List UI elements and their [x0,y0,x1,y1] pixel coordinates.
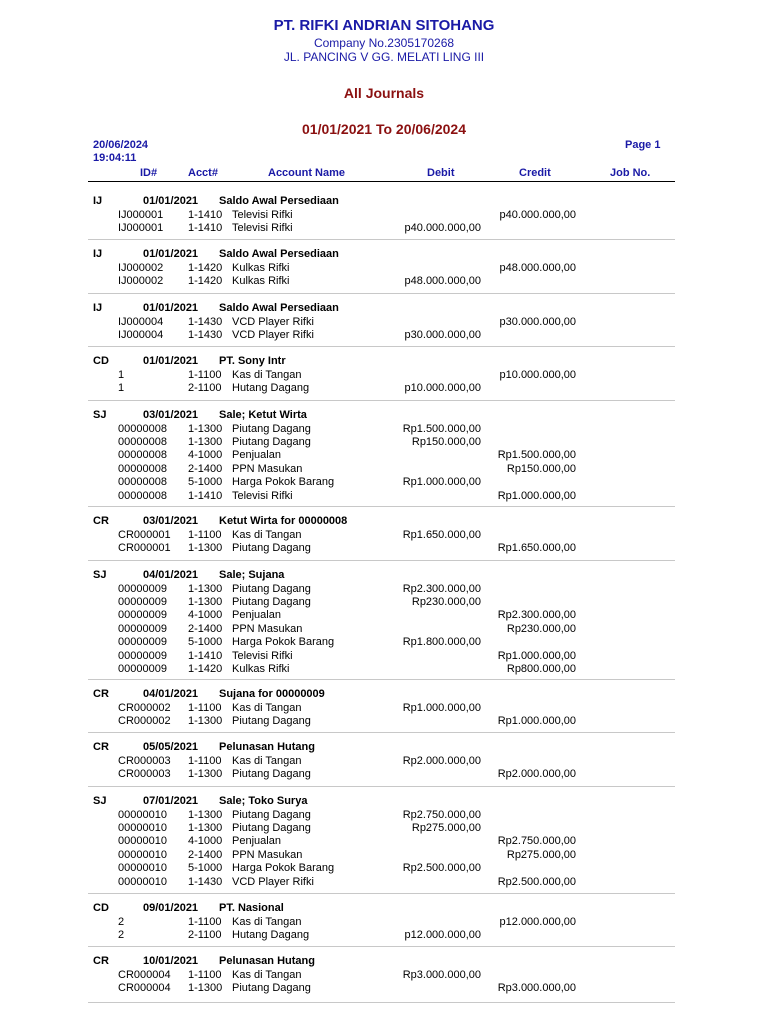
line-credit: Rp2.750.000,00 [497,835,576,848]
journal-type: CD [93,902,109,914]
journal-date: 09/01/2021 [143,902,199,914]
line-id: 00000010 [118,821,167,834]
line-account-name: Televisi Rifki [232,208,293,221]
line-acct: 1-1100 [188,968,222,981]
line-debit: Rp1.000.000,00 [402,701,481,714]
report-title: All Journals [343,85,425,101]
line-acct: 1-1300 [188,808,223,821]
line-id: 00000009 [118,609,167,622]
line-acct: 1-1420 [188,261,223,274]
line-id: 00000009 [118,582,167,595]
line-id: 00000010 [118,875,167,888]
journal-date: 04/01/2021 [143,569,199,581]
line-id: 00000009 [118,662,167,675]
line-acct: 2-1100 [188,928,222,941]
line-acct: 5-1000 [188,636,223,649]
line-credit: Rp1.000.000,00 [497,714,576,727]
line-id: IJ000004 [118,315,164,328]
journal-type: CR [93,688,109,700]
journal-type: IJ [93,302,103,314]
journal-memo: PT. Nasional [219,902,284,914]
entry-divider [88,560,675,561]
line-account-name: Televisi Rifki [232,649,293,662]
line-id: 00000010 [118,862,167,875]
journal-type: IJ [93,195,103,207]
line-id: 00000009 [118,622,167,635]
line-id: IJ000004 [118,328,164,341]
line-id: 00000008 [118,462,167,475]
line-id: 2 [118,928,125,941]
column-header-account-name: Account Name [268,167,346,179]
line-credit: Rp1.500.000,00 [497,449,576,462]
line-acct: 1-1100 [188,754,222,767]
line-id: 00000008 [118,435,167,448]
journal-date: 03/01/2021 [143,409,199,421]
line-debit: p30.000.000,00 [404,328,481,341]
line-acct: 2-1400 [188,622,223,635]
line-account-name: Piutang Dagang [232,821,311,834]
line-debit: Rp230.000,00 [411,595,481,608]
line-acct: 5-1000 [188,476,223,489]
journal-memo: PT. Sony Intr [219,355,286,367]
journal-type: IJ [93,248,103,260]
line-id: IJ000001 [118,208,164,221]
line-id: 00000008 [118,489,167,502]
line-acct: 1-1100 [188,528,222,541]
line-credit: Rp2.500.000,00 [497,875,576,888]
line-id: 00000009 [118,649,167,662]
journal-memo: Pelunasan Hutang [219,741,315,753]
journal-date: 01/01/2021 [143,355,199,367]
page-number: Page 1 [625,139,661,151]
column-header-acct: Acct# [188,167,218,179]
line-id: CR000003 [118,767,171,780]
line-debit: Rp275.000,00 [411,821,481,834]
journal-memo: Ketut Wirta for 00000008 [219,515,348,527]
company-address: JL. PANCING V GG. MELATI LING III [283,50,485,64]
line-account-name: Penjualan [232,609,281,622]
line-account-name: Kas di Tangan [232,754,302,767]
line-debit: Rp1.500.000,00 [402,422,481,435]
journal-type: SJ [93,409,107,421]
line-acct: 2-1400 [188,462,223,475]
line-acct: 1-1300 [188,435,223,448]
line-acct: 1-1420 [188,662,223,675]
print-date: 20/06/2024 [93,139,149,151]
line-acct: 2-1100 [188,381,222,394]
line-account-name: Televisi Rifki [232,221,293,234]
journal-memo: Sale; Toko Surya [219,795,308,807]
line-credit: Rp1.000.000,00 [497,649,576,662]
line-account-name: PPN Masukan [232,462,303,475]
journal-date: 03/01/2021 [143,515,199,527]
line-credit: Rp275.000,00 [506,848,576,861]
line-credit: p40.000.000,00 [499,208,576,221]
line-id: CR000004 [118,981,171,994]
line-account-name: Penjualan [232,835,281,848]
journal-date: 05/05/2021 [143,741,199,753]
line-account-name: Penjualan [232,449,281,462]
line-acct: 1-1300 [188,541,223,554]
line-id: CR000003 [118,754,171,767]
line-acct: 2-1400 [188,848,223,861]
entry-divider [88,946,675,947]
line-id: CR000004 [118,968,171,981]
line-debit: Rp1.650.000,00 [402,528,481,541]
journal-memo: Sale; Sujana [219,569,285,581]
line-acct: 1-1300 [188,714,223,727]
line-acct: 1-1300 [188,767,223,780]
line-id: 00000009 [118,636,167,649]
line-acct: 1-1430 [188,315,223,328]
line-account-name: Kas di Tangan [232,528,302,541]
line-account-name: PPN Masukan [232,848,303,861]
line-account-name: Hutang Dagang [232,928,310,941]
line-debit: Rp2.500.000,00 [402,862,481,875]
line-id: CR000001 [118,541,171,554]
journal-type: CR [93,515,109,527]
line-account-name: Kulkas Rifki [232,662,290,675]
line-acct: 1-1430 [188,875,223,888]
line-credit: Rp2.300.000,00 [497,609,576,622]
journal-type: CR [93,741,109,753]
line-credit: p10.000.000,00 [499,368,576,381]
line-acct: 5-1000 [188,862,223,875]
line-account-name: Harga Pokok Barang [232,476,335,489]
line-acct: 4-1000 [188,449,223,462]
line-debit: Rp150.000,00 [411,435,481,448]
line-acct: 4-1000 [188,835,223,848]
line-id: CR000002 [118,714,171,727]
line-account-name: Kas di Tangan [232,968,302,981]
line-acct: 1-1410 [188,649,223,662]
line-account-name: Hutang Dagang [232,381,310,394]
line-id: 00000008 [118,422,167,435]
journal-date: 01/01/2021 [143,302,199,314]
line-acct: 1-1300 [188,981,223,994]
line-debit: p12.000.000,00 [404,928,481,941]
line-debit: p40.000.000,00 [404,221,481,234]
line-acct: 4-1000 [188,609,223,622]
line-acct: 1-1100 [188,915,222,928]
journal-type: CR [93,955,109,967]
line-debit: Rp2.300.000,00 [402,582,481,595]
line-account-name: Piutang Dagang [232,595,311,608]
company-number: Company No.2305170268 [313,36,455,50]
line-account-name: Piutang Dagang [232,541,311,554]
line-account-name: Piutang Dagang [232,767,311,780]
column-header-credit: Credit [519,167,551,179]
column-header-id: ID# [140,167,158,179]
journal-memo: Saldo Awal Persediaan [219,302,339,314]
line-account-name: Kas di Tangan [232,915,302,928]
line-acct: 1-1100 [188,368,222,381]
line-credit: p30.000.000,00 [499,315,576,328]
journal-date: 10/01/2021 [143,955,199,967]
line-account-name: Kas di Tangan [232,368,302,381]
line-debit: Rp1.800.000,00 [402,636,481,649]
journal-memo: Pelunasan Hutang [219,955,315,967]
report-date-range: 01/01/2021 To 20/06/2024 [302,121,466,137]
line-acct: 1-1300 [188,422,223,435]
line-credit: p48.000.000,00 [499,261,576,274]
line-account-name: Piutang Dagang [232,435,311,448]
line-credit: p12.000.000,00 [499,915,576,928]
journal-date: 01/01/2021 [143,195,199,207]
line-id: IJ000002 [118,261,164,274]
line-acct: 1-1100 [188,701,222,714]
line-debit: Rp1.000.000,00 [402,476,481,489]
journal-date: 01/01/2021 [143,248,199,260]
journal-type: CD [93,355,109,367]
line-id: 00000009 [118,595,167,608]
line-credit: Rp150.000,00 [506,462,576,475]
line-debit: p48.000.000,00 [404,274,481,287]
line-id: 1 [118,368,125,381]
line-id: 00000008 [118,476,167,489]
entry-divider [88,239,675,240]
line-debit: Rp2.750.000,00 [402,808,481,821]
line-account-name: VCD Player Rifki [232,328,314,341]
line-acct: 1-1410 [188,221,223,234]
journal-date: 04/01/2021 [143,688,199,700]
line-account-name: Harga Pokok Barang [232,862,335,875]
line-id: CR000001 [118,528,171,541]
line-account-name: Piutang Dagang [232,714,311,727]
line-credit: Rp800.000,00 [506,662,576,675]
entry-divider [88,400,675,401]
line-account-name: Kulkas Rifki [232,261,290,274]
line-id: IJ000001 [118,221,164,234]
line-credit: Rp3.000.000,00 [497,981,576,994]
journal-date: 07/01/2021 [143,795,199,807]
line-acct: 1-1410 [188,208,223,221]
line-acct: 1-1300 [188,821,223,834]
journal-memo: Sale; Ketut Wirta [219,409,307,421]
journal-type: SJ [93,569,107,581]
line-id: 00000010 [118,808,167,821]
line-id: 1 [118,381,125,394]
line-id: 00000010 [118,835,167,848]
line-debit: Rp3.000.000,00 [402,968,481,981]
line-account-name: Kulkas Rifki [232,274,290,287]
line-credit: Rp1.000.000,00 [497,489,576,502]
journal-memo: Sujana for 00000009 [219,688,325,700]
entry-divider [88,893,675,894]
line-credit: Rp230.000,00 [506,622,576,635]
line-account-name: Piutang Dagang [232,582,311,595]
line-acct: 1-1300 [188,582,223,595]
line-account-name: Piutang Dagang [232,808,311,821]
column-header-job-no: Job No. [610,167,651,179]
entry-divider [88,679,675,680]
line-id: 00000008 [118,449,167,462]
entry-divider [88,786,675,787]
column-header-debit: Debit [427,167,455,179]
journal-memo: Saldo Awal Persediaan [219,195,339,207]
entry-divider [88,293,675,294]
line-account-name: VCD Player Rifki [232,875,314,888]
line-acct: 1-1300 [188,595,223,608]
entry-divider [88,1002,675,1003]
line-account-name: VCD Player Rifki [232,315,314,328]
line-credit: Rp2.000.000,00 [497,767,576,780]
line-account-name: Harga Pokok Barang [232,636,335,649]
line-credit: Rp1.650.000,00 [497,541,576,554]
print-time: 19:04:11 [93,152,137,164]
company-name: PT. RIFKI ANDRIAN SITOHANG [273,17,495,34]
entry-divider [88,732,675,733]
line-id: IJ000002 [118,274,164,287]
journal-type: SJ [93,795,107,807]
line-account-name: PPN Masukan [232,622,303,635]
line-account-name: Piutang Dagang [232,981,311,994]
line-account-name: Kas di Tangan [232,701,302,714]
line-acct: 1-1430 [188,328,223,341]
line-id: 00000010 [118,848,167,861]
line-account-name: Piutang Dagang [232,422,311,435]
entry-divider [88,346,675,347]
journal-memo: Saldo Awal Persediaan [219,248,339,260]
line-id: CR000002 [118,701,171,714]
line-acct: 1-1420 [188,274,223,287]
line-id: 2 [118,915,125,928]
line-acct: 1-1410 [188,489,223,502]
line-debit: p10.000.000,00 [404,381,481,394]
line-account-name: Televisi Rifki [232,489,293,502]
entry-divider [88,506,675,507]
line-debit: Rp2.000.000,00 [402,754,481,767]
